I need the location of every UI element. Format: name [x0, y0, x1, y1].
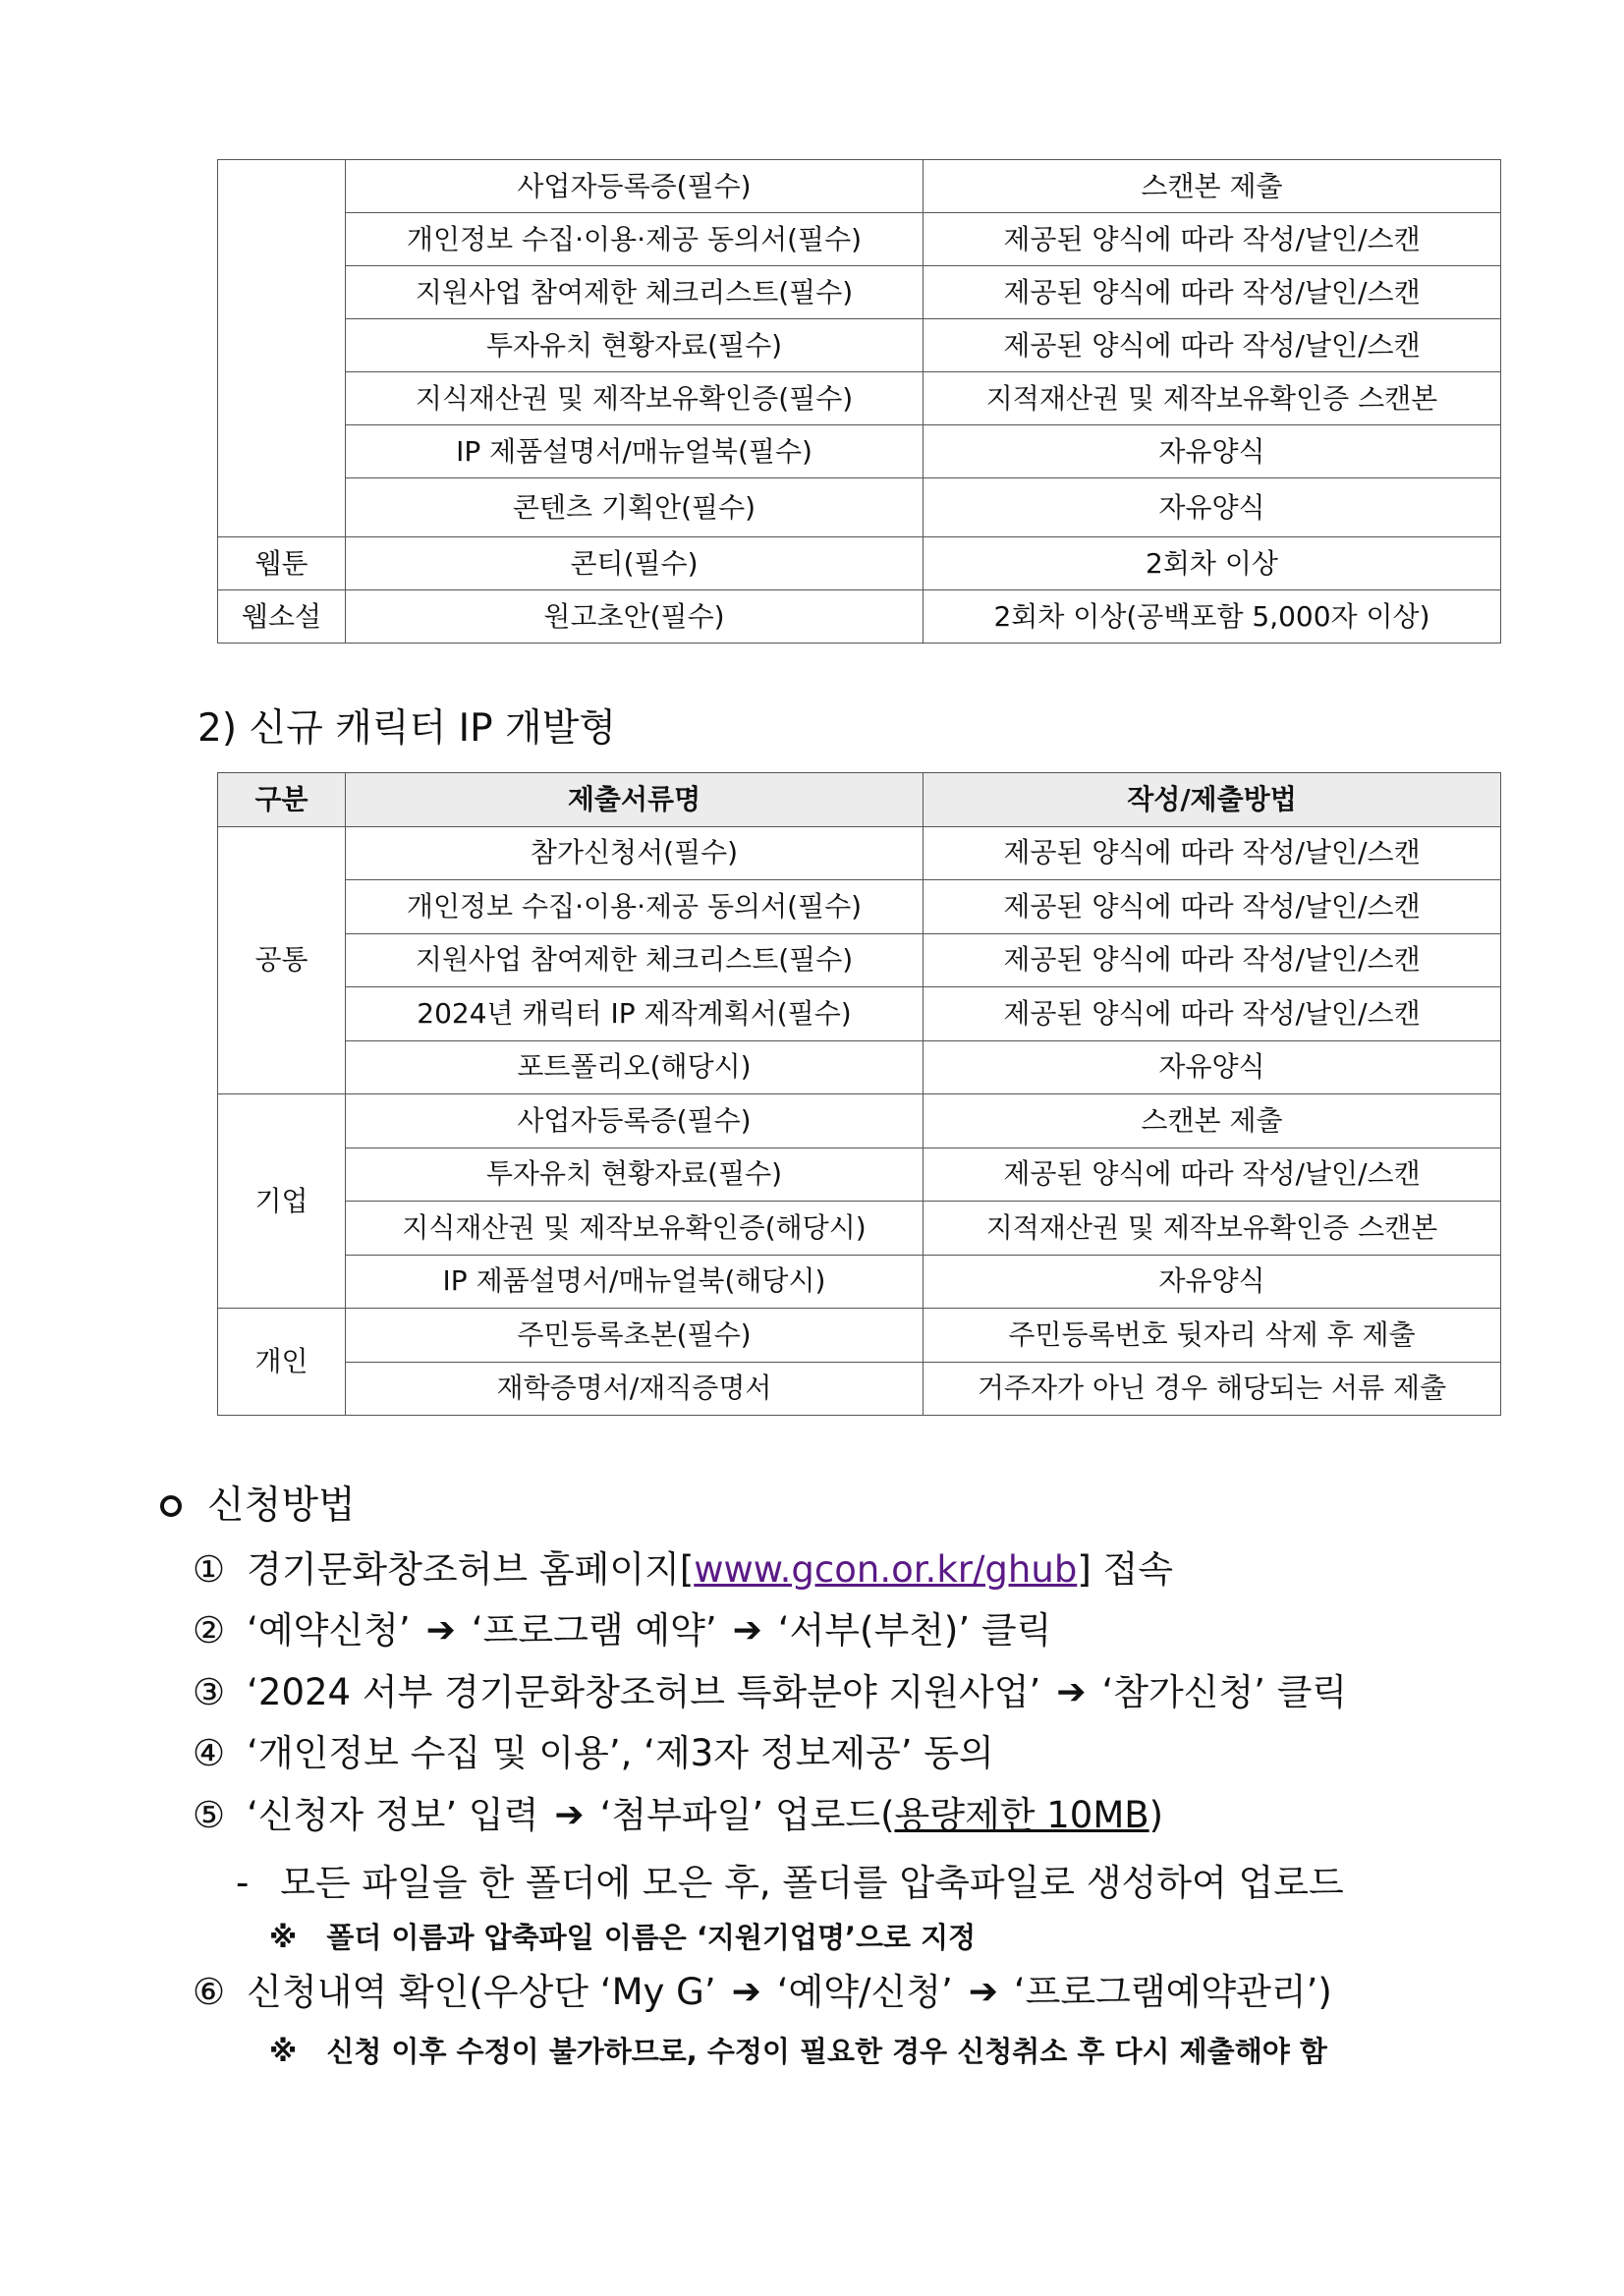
- method-cell: 자유양식: [924, 478, 1501, 537]
- step-text: ‘서부(부천)’ 클릭: [777, 1609, 1052, 1652]
- step-number: ②: [193, 1609, 226, 1652]
- character-ip-documents-table: [217, 772, 1501, 1416]
- step-text: ‘프로그램예약관리’): [1013, 1971, 1332, 2013]
- table-row-webnovel: [218, 590, 1501, 644]
- step-text: ] 접속: [1077, 1548, 1173, 1591]
- doc-cell: 주민등록초본(필수): [346, 1309, 924, 1363]
- doc-cell: 참가신청서(필수): [346, 826, 924, 880]
- method-cell: 거주자가 아닌 경우 해당되는 서류 제출: [924, 1362, 1501, 1416]
- method-cell: 제공된 양식에 따라 작성/날인/스캔: [924, 319, 1501, 372]
- documents-table-continued: [217, 159, 1501, 644]
- dash-bullet: -: [236, 1862, 250, 1904]
- step-text: ): [1148, 1794, 1164, 1836]
- table-row: [218, 1309, 1501, 1363]
- doc-cell: 콘텐츠 기획안(필수): [346, 478, 924, 537]
- arrow-right-icon: ➔: [1056, 1671, 1087, 1712]
- category-cell-individual: 개인: [218, 1309, 346, 1416]
- homepage-link[interactable]: www.gcon.or.kr/ghub: [694, 1548, 1078, 1591]
- step-5: [193, 1794, 1164, 1836]
- step-5-detail: [236, 1862, 1344, 1904]
- doc-cell: IP 제품설명서/매뉴얼북(해당시): [346, 1255, 924, 1309]
- step-text: ‘첨부파일’ 업로드(: [599, 1794, 895, 1836]
- step-number: ⑥: [193, 1971, 226, 2013]
- method-cell: 2회차 이상(공백포함 5,000자 이상): [924, 590, 1501, 644]
- step-text: ‘참가신청’ 클릭: [1101, 1671, 1348, 1713]
- doc-cell: 지식재산권 및 제작보유확인증(해당시): [346, 1202, 924, 1256]
- header-doc: 제출서류명: [346, 773, 924, 827]
- table-row: [218, 425, 1501, 478]
- category-cell: 웹소설: [218, 590, 346, 644]
- step-number: ⑤: [193, 1794, 226, 1836]
- detail-text: 모든 파일을 한 폴더에 모은 후, 폴더를 압축파일로 생성하여 업로드: [280, 1862, 1344, 1904]
- step-number: ③: [193, 1671, 226, 1713]
- arrow-right-icon: ➔: [731, 1971, 761, 2012]
- arrow-right-icon: ➔: [425, 1609, 456, 1651]
- doc-cell: 포트폴리오(해당시): [346, 1040, 924, 1094]
- step-1: [193, 1548, 1173, 1591]
- table-row: [218, 1148, 1501, 1202]
- doc-cell: 지식재산권 및 제작보유확인증(필수): [346, 372, 924, 425]
- arrow-right-icon: ➔: [968, 1971, 998, 2012]
- method-cell: 제공된 양식에 따라 작성/날인/스캔: [924, 826, 1501, 880]
- table-row: [218, 1255, 1501, 1309]
- apply-method-heading: [160, 1484, 356, 1528]
- doc-cell: 사업자등록증(필수): [346, 160, 924, 213]
- table-row: [218, 1094, 1501, 1148]
- doc-cell: 지원사업 참여제한 체크리스트(필수): [346, 933, 924, 987]
- method-cell: 제공된 양식에 따라 작성/날인/스캔: [924, 1148, 1501, 1202]
- table-row: [218, 266, 1501, 319]
- table-row: [218, 987, 1501, 1041]
- step-text: ‘개인정보 수집 및 이용’, ‘제3자 정보제공’ 동의: [247, 1732, 994, 1774]
- step-2: [193, 1609, 1052, 1652]
- step-number: ①: [193, 1548, 226, 1591]
- reference-mark: ※: [269, 1921, 298, 1954]
- arrow-right-icon: ➔: [554, 1794, 585, 1835]
- step-text: ‘2024 서부 경기문화창조허브 특화분야 지원사업’: [247, 1671, 1041, 1713]
- reference-mark: ※: [269, 2035, 298, 2068]
- method-cell: 자유양식: [924, 1040, 1501, 1094]
- method-cell: 제공된 양식에 따라 작성/날인/스캔: [924, 987, 1501, 1041]
- step-text: ‘예약/신청’: [776, 1971, 953, 2013]
- table-row: [218, 319, 1501, 372]
- method-cell: 제공된 양식에 따라 작성/날인/스캔: [924, 266, 1501, 319]
- doc-cell: IP 제품설명서/매뉴얼북(필수): [346, 425, 924, 478]
- header-category: 구분: [218, 773, 346, 827]
- section-title: 2) 신규 캐릭터 IP 개발형: [197, 706, 617, 751]
- table-row: [218, 160, 1501, 213]
- category-cell-common: 공통: [218, 826, 346, 1094]
- step-text: ‘프로그램 예약’: [471, 1609, 717, 1652]
- header-method: 작성/제출방법: [924, 773, 1501, 827]
- method-cell: 지적재산권 및 제작보유확인증 스캔본: [924, 1202, 1501, 1256]
- doc-cell: 투자유치 현황자료(필수): [346, 1148, 924, 1202]
- doc-cell: 개인정보 수집·이용·제공 동의서(필수): [346, 213, 924, 266]
- table-row: [218, 1040, 1501, 1094]
- step-text: 신청내역 확인(우상단 ‘My G’: [247, 1971, 716, 2013]
- table-header-row: [218, 773, 1501, 827]
- table-row: [218, 1202, 1501, 1256]
- step-4: [193, 1732, 994, 1774]
- doc-cell: 지원사업 참여제한 체크리스트(필수): [346, 266, 924, 319]
- table-row: [218, 213, 1501, 266]
- category-cell: 웹툰: [218, 537, 346, 590]
- method-cell: 2회차 이상: [924, 537, 1501, 590]
- method-cell: 제공된 양식에 따라 작성/날인/스캔: [924, 880, 1501, 934]
- step-text: ‘예약신청’: [247, 1609, 411, 1652]
- method-cell: 주민등록번호 뒷자리 삭제 후 제출: [924, 1309, 1501, 1363]
- doc-cell: 사업자등록증(필수): [346, 1094, 924, 1148]
- method-cell: 스캔본 제출: [924, 160, 1501, 213]
- method-cell: 자유양식: [924, 425, 1501, 478]
- table-row: [218, 372, 1501, 425]
- table-row: [218, 478, 1501, 537]
- table-row-webtoon: [218, 537, 1501, 590]
- step-text: 경기문화창조허브 홈페이지[: [247, 1548, 695, 1591]
- step-6: [193, 1971, 1332, 2013]
- table-row: [218, 880, 1501, 934]
- category-cell-company: 기업: [218, 1094, 346, 1309]
- table-row: [218, 826, 1501, 880]
- note-text: 신청 이후 수정이 불가하므로, 수정이 필요한 경우 신청취소 후 다시 제출해야 함: [326, 2035, 1327, 2068]
- note-text: 폴더 이름과 압축파일 이름은 ‘지원기업명’으로 지정: [326, 1921, 977, 1954]
- method-cell: 제공된 양식에 따라 작성/날인/스캔: [924, 933, 1501, 987]
- method-cell: 스캔본 제출: [924, 1094, 1501, 1148]
- table-row: [218, 933, 1501, 987]
- doc-cell: 투자유치 현황자료(필수): [346, 319, 924, 372]
- step-3: [193, 1671, 1348, 1713]
- note-no-modification: [269, 2035, 1327, 2068]
- size-limit-text: 용량제한 10MB: [894, 1794, 1149, 1836]
- category-cell-empty: [218, 160, 346, 537]
- apply-method-title: 신청방법: [207, 1484, 356, 1528]
- doc-cell: 콘티(필수): [346, 537, 924, 590]
- arrow-right-icon: ➔: [732, 1609, 762, 1651]
- step-text: ‘신청자 정보’ 입력: [247, 1794, 539, 1836]
- hollow-circle-bullet-icon: [160, 1495, 182, 1517]
- doc-cell: 개인정보 수집·이용·제공 동의서(필수): [346, 880, 924, 934]
- doc-cell: 원고초안(필수): [346, 590, 924, 644]
- doc-cell: 재학증명서/재직증명서: [346, 1362, 924, 1416]
- table-row: [218, 1362, 1501, 1416]
- doc-cell: 2024년 캐릭터 IP 제작계획서(필수): [346, 987, 924, 1041]
- step-number: ④: [193, 1732, 226, 1774]
- method-cell: 지적재산권 및 제작보유확인증 스캔본: [924, 372, 1501, 425]
- note-folder-naming: [269, 1921, 977, 1954]
- method-cell: 자유양식: [924, 1255, 1501, 1309]
- method-cell: 제공된 양식에 따라 작성/날인/스캔: [924, 213, 1501, 266]
